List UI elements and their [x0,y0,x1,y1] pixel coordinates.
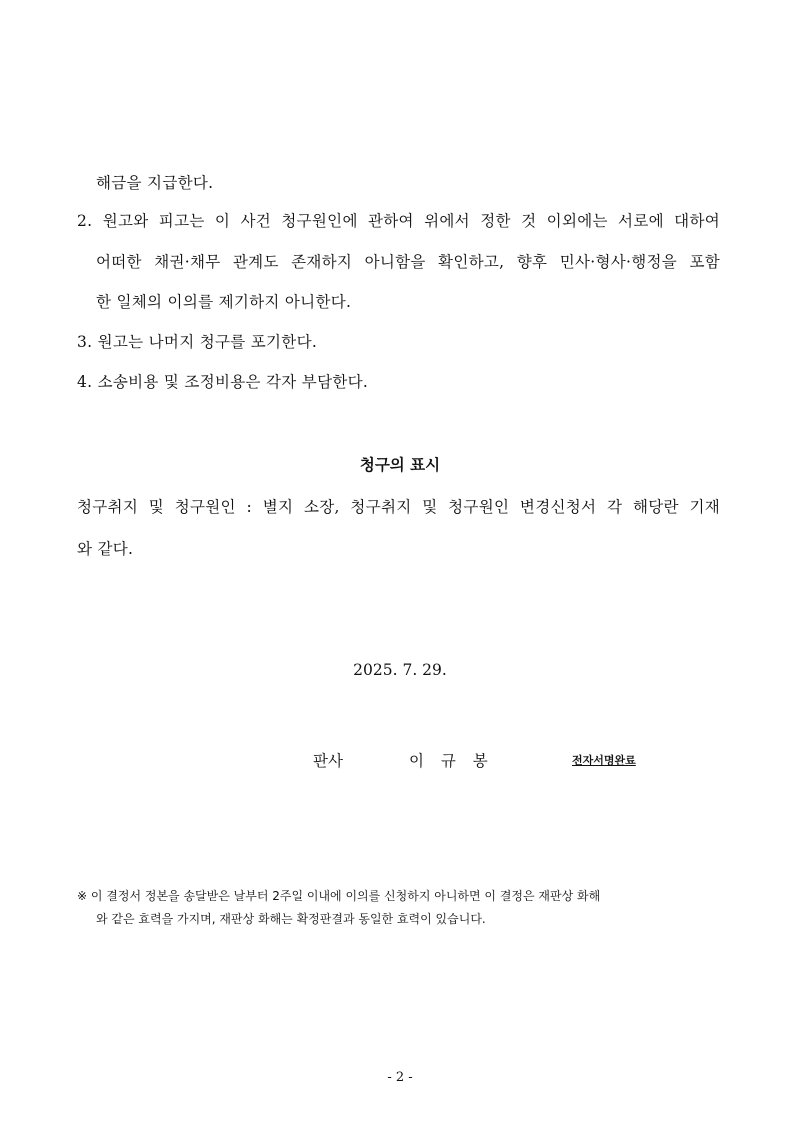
electronic-signature-label: 전자서명완료 [572,754,636,767]
claim-line-2: 와 같다. [77,540,134,558]
notice-line-1: ※ 이 결정서 정본을 송달받은 날부터 2주일 이내에 이의를 신청하지 아니하면 이 결정은 재판상 화해 [77,889,601,903]
item-3: 3. 원고는 나머지 청구를 포기한다. [77,333,318,351]
item-2-line-2: 어떠한 채권·채무 관계도 존재하지 아니함을 확인하고, 향후 민사·형사·행정을 포함 [96,253,720,271]
judge-role: 판사 [313,752,343,770]
notice-line-2: 와 같은 효력을 가지며, 재판상 화해는 확정판결과 동일한 효력이 있습니다. [96,912,486,926]
item-2-line-3: 한 일체의 이의를 제기하지 아니한다. [96,293,352,311]
claim-line-1: 청구취지 및 청구원인 : 별지 소장, 청구취지 및 청구원인 변경신청서 각 해당란 기재 [77,498,720,516]
judge-name: 이 규 봉 [409,752,494,770]
item-4: 4. 소송비용 및 조정비용은 각자 부담한다. [77,373,369,391]
claim-title: 청구의 표시 [359,456,441,474]
decision-date: 2025. 7. 29. [353,661,447,679]
body-line-1: 해금을 지급한다. [96,174,214,192]
page-number: - 2 - [387,1070,413,1085]
item-2-line-1: 2. 원고와 피고는 이 사건 청구원인에 관하여 위에서 정한 것 이외에는 서로에 대하여 [77,212,720,230]
